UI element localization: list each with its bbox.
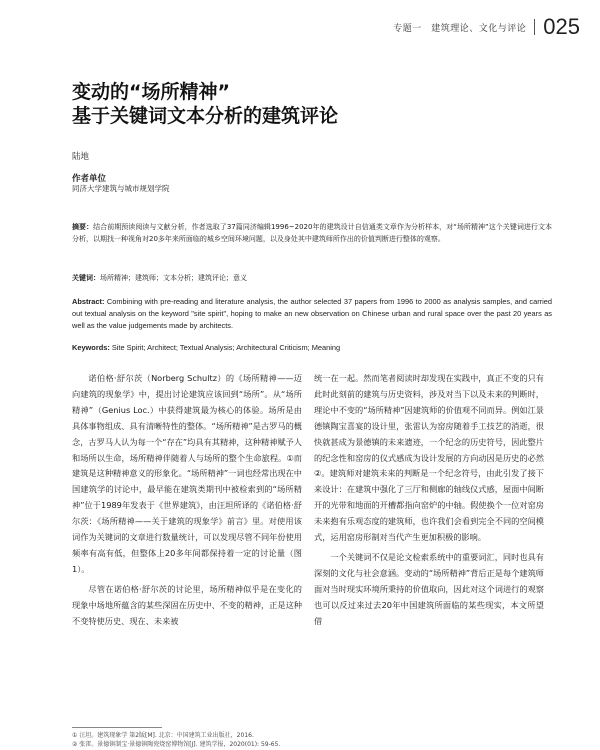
abstract-cn [72, 221, 552, 245]
running-head-section: 专题一 建筑理论、文化与评论 [393, 23, 527, 34]
body-paragraph: 一个关键词不仅是论文检索系统中的重要词汇，同时也具有深刻的文化与社会意涵。变动的“场所精神”背后正是每个建筑师面对当时现实环境所秉持的价值取向，因此对这个词进行的观察也可以反过来过去20年中国建筑所面临的某些现实，本文所望借 [314, 551, 544, 626]
keywords-en-text: Site Spirit; Architect; Textual Analysis; Architectural Criticism; Meaning [111, 343, 341, 352]
body-column-left [72, 371, 302, 634]
author-name: 陆地 [72, 152, 90, 162]
article-title [72, 80, 338, 128]
keywords-en [72, 343, 552, 352]
abstract-en [72, 296, 552, 332]
footnote-2: ② 张雷。景德镇制宝·景德镇陶瓷烧窑博物馆[J]. 建筑学报，2020(01): 59-65. [72, 741, 281, 748]
title-line-2: 基于关键词文本分析的建筑评论 [72, 105, 339, 127]
abstract-en-label: Abstract: [72, 297, 105, 306]
affiliation-text: 同济大学建筑与城市规划学院 [72, 184, 170, 193]
body-paragraph: 统一在一起。然而笔者阅读时却发现在实践中，真正不变的只有此时此刻前的建筑与历史资料，涉及对当下以及未来的判断时，理论中不变的“场所精神”因建筑师的价值观不同而异。例如江景德镇陶宝喜宴的设计里，张雷认为窑房随着手工技艺的消逝，很快就甚成为景德镇的未来遗迹，一个纪念的历史符号，因此整片的纪念性和窑房的仪式感成为设计发展的方向动因是历史的必然②。建筑师对建筑未来的判断是一个纪念符号，由此引发了接下来设计：在建筑中强化了三厅和侧廊的轴线仪式感，屋面中间断开的光带和地面的开槽都指向窑炉的中轴。假使换个一位对窑房未来抱有乐观态度的建筑师，也许我们会看到完全不同的空间模式，运用窑房形制对当代产生更加积极的影响。 [314, 373, 544, 543]
footnote-1: ① 汪坦。建筑现象学 第2版[M]. 北京：中国建筑工业出版社，2016. [72, 732, 254, 739]
keywords-cn-text: 场所精神；建筑师；文本分析；建筑评论；意义 [100, 274, 247, 282]
keywords-cn-label: 关键词： [72, 274, 100, 282]
title-line-1: 变动的“场所精神” [72, 81, 230, 103]
keywords-cn [72, 273, 552, 283]
keywords-en-label: Keywords: [72, 343, 110, 352]
running-head [393, 12, 580, 42]
running-head-divider [534, 19, 535, 35]
abstract-cn-text: 结合前期预读阅读与文献分析，作者选取了37篇同济编辑1996~2020年的建筑设计自信通类文章作为分析样本，对“场所精神”这个关键词进行文本分析，以期找一种视角对20多年来所面临的城乡空间环境问题，以及身处其中建筑师所作出的价值判断进行整体的观察。 [72, 223, 553, 243]
body-paragraph: 诺伯格·舒尔茨（Norberg Schultz）的《场所精神——迈向建筑的现象学》中，提出讨论建筑应该回到“场所”。从“场所精神”（Genius Loc.）中获得建筑最为核心的体验。场所是由具体事物组成、具有清晰特性的整体。“场所精神”是古罗马的概念，古罗马人认为每一个“存在”均具有其精神，这种精神赋予人和场所以生命，场所精神伴随着人与场所的整个生命旅程。①而建筑是这种精神意义的形象化。“场所精神”一词也经常出现在中国建筑学的讨论中，最早能在建筑类期刊中被检索到的“场所精神”位于1989年发表于《世界建筑》，由汪坦所译的《诺伯格·舒尔茨：《场所精神——关于建筑的现象学》前言》里。对使用该词作为关键词的文章进行数量统计，可以发现尽管不同年份使用频率有高有低，但整体上20多年间都保持着一定的讨论量（图1）。 [72, 373, 302, 574]
abstract-en-text: Combining with pre-reading and literature analysis, the author selected 37 papers from 1996 to 2000 as analysis samples, and carried out textual analysis on the keyword "site spirit", hoping to make an new observation on Chinese urban and rural space over the past 20 years as well as the value judgements made by architects. [72, 297, 552, 330]
body-paragraph: 尽管在诺伯格·舒尔茨的讨论里，场所精神似乎是在变化的现象中场地所蕴含的某些深固在历史中、不变的精神，正是这种不变特使历史、现在、未来被 [72, 583, 302, 626]
page-number: 025 [543, 14, 580, 39]
abstract-cn-label: 摘要： [72, 223, 94, 231]
footnote-divider [72, 727, 162, 728]
affiliation-label: 作者单位 [72, 174, 107, 184]
body-column-right [314, 371, 544, 634]
